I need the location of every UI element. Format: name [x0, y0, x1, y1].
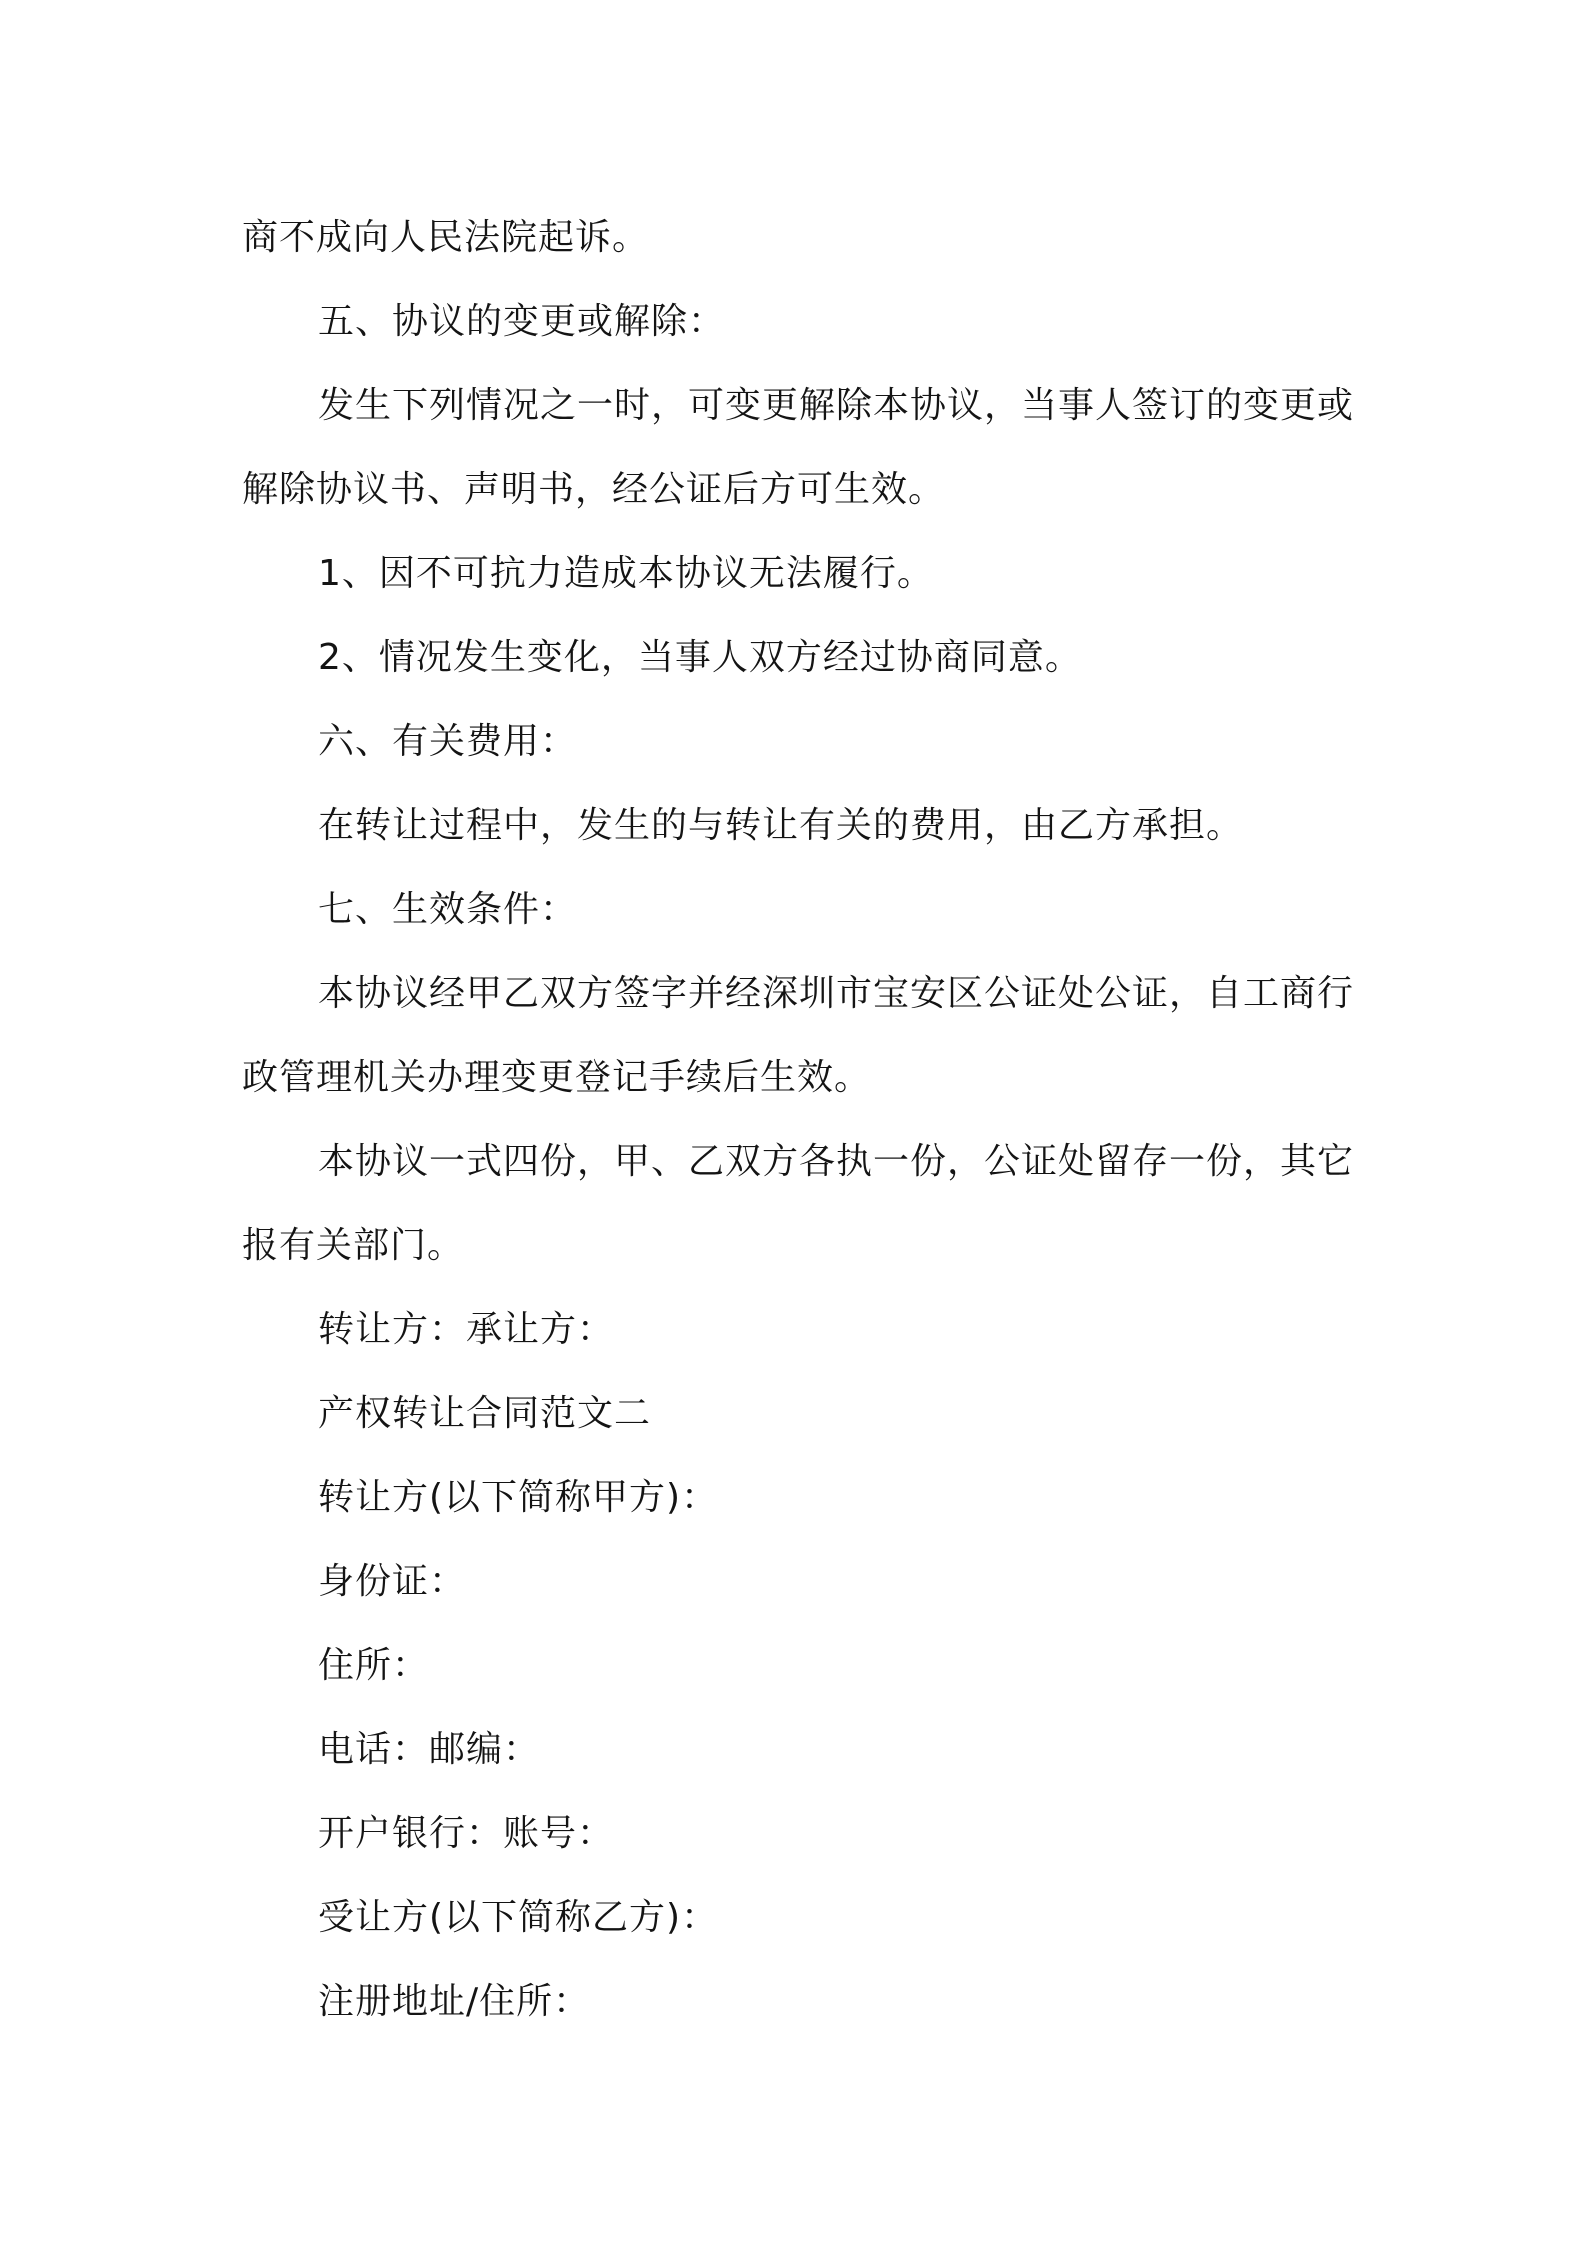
section-heading-six: 六、有关费用：	[318, 721, 578, 762]
form-field-label: 受让方(以下简称乙方)：	[318, 1897, 719, 1938]
list-item: 2、情况发生变化，当事人双方经过协商同意。	[318, 637, 1082, 678]
form-field-label: 电话：邮编：	[318, 1729, 541, 1770]
document-subtitle: 产权转让合同范文二	[318, 1393, 652, 1434]
paragraph-line: 在转让过程中，发生的与转让有关的费用，由乙方承担。	[318, 805, 1244, 846]
paragraph-line: 报有关部门。	[242, 1225, 465, 1266]
paragraph-line: 政管理机关办理变更登记手续后生效。	[242, 1057, 872, 1098]
document-body	[242, 196, 1362, 2044]
form-field-label: 转让方(以下简称甲方)：	[318, 1477, 719, 1518]
list-item: 1、因不可抗力造成本协议无法履行。	[318, 553, 934, 594]
paragraph-line: 发生下列情况之一时，可变更解除本协议，当事人签订的变更或	[318, 385, 1355, 426]
paragraph-line: 本协议一式四份，甲、乙双方各执一份，公证处留存一份，其它	[318, 1141, 1355, 1182]
paragraph-line: 本协议经甲乙双方签字并经深圳市宝安区公证处公证，自工商行	[318, 973, 1355, 1014]
section-heading-seven: 七、生效条件：	[318, 889, 578, 930]
section-heading-five: 五、协议的变更或解除：	[318, 301, 726, 342]
paragraph-line: 解除协议书、声明书，经公证后方可生效。	[242, 469, 946, 510]
form-field-label: 住所：	[318, 1645, 430, 1686]
form-field-label: 身份证：	[318, 1561, 467, 1602]
paragraph-line: 商不成向人民法院起诉。	[242, 217, 650, 258]
form-field-label: 注册地址/住所：	[318, 1981, 591, 2022]
signature-line: 转让方：承让方：	[318, 1309, 615, 1350]
form-field-label: 开户银行：账号：	[318, 1813, 615, 1854]
